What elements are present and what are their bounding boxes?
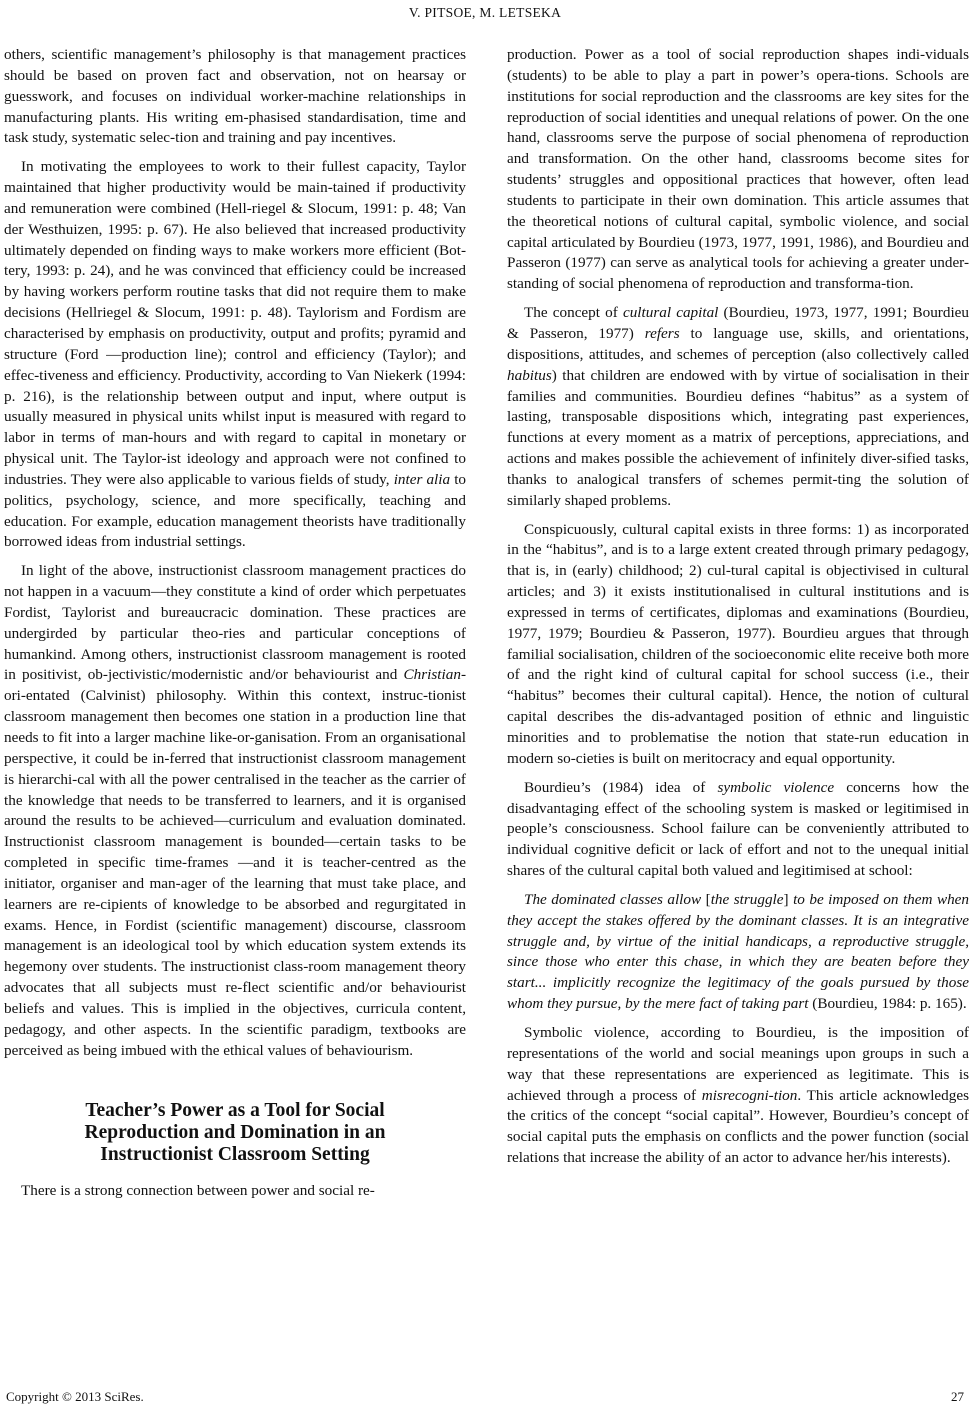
paragraph: Symbolic violence, according to Bourdieu, is the imposition of representations of the world and social meanings upon groups in such a way that these representations are experienced as legitimate. This is achieved through a process of misrecogni-tion. This article acknowledges the critics of the concept “social capital”. However, Bourdieu’s concept of social capital puts the emphasis on conflicts and the power function (social relations that increase the ability of an actor to advance her/his interests).: [507, 1023, 969, 1167]
section-heading: Teacher’s Power as a Tool for Social Reproduction and Domination in an Instructionist Classroom Setting: [84, 1099, 386, 1165]
paragraph: The concept of cultural capital (Bourdieu, 1973, 1977, 1991; Bourdieu & Passeron, 1977) refers to language use, skills, and orientations, dispositions, attitudes, and schemes of perception (also collectively called habitus) that children are endowed with by virtue of socialisation in their families and communities. Bourdieu defines “habitus” as a system of lasting, transposable dispositions which, integrating past experiences, functions at every moment as a matrix of perceptions, appreciations, and actions and makes possible the achievement of infinitely diver-sified tasks, thanks to analogical transfers of schemes permit-ting the solution of similarly shaped problems.: [507, 304, 969, 509]
italic-term: Christian: [403, 666, 461, 684]
paragraph: In light of the above, instructionist classroom management practices do not happen in a vacuum—they constitute a kind of order which perpetuates Fordist, Taylorist and bureaucracic domination. These practices are undergirded by particular theo-ries and particular conceptions of humankind. Among others, instructionist classroom management is rooted in positivist, ob-jectivistic/modernistic and/or behaviourist and Christian-ori-entated (Calvinist) philosophy. Within this context, instruc-tionist classroom management then becomes one station in a production line that needs to fit into a larger machine like-or-ganisation. From an organisational perspective, it could be in-ferred that instructionist classroom management is hierarchi-cal with all the power centralised in the teacher as the carrier of the knowledge that needs to be transferred to learners, and it is organised around the results to be achieved—curriculum and evaluation dominated. Instructionist classroom management is bounded—certain tasks to be completed in specific time-frames —and it is teacher-centred as the initiator, organiser and man-ager of the learning that must take place, and learners are re-cipients of knowledge to be absorbed and regurgitated in exams. Hence, in Fordist (scientific management) discourse, classroom management is an ideological tool by which education system extends its hegemony over students. The instructionist class-room management theory advocates that all subjects must re-flect scientific and/or behaviourist beliefs and values. This is implied in the objectives, curricula content, pedagogy, and other aspects. In the scientific paradigm, textbooks are perceived as being imbued with the ethical values of behaviourism.: [4, 562, 467, 1059]
left-column: [4, 45, 466, 1209]
paragraph: Conspicuously, cultural capital exists in three forms: 1) as incorporated in the “habitus”, and is to a large extent created through primary pedagogy, that is, in (early) childhood; 2) cul-tural capital is objectivised in cultural articles; and 3) it exists institutionalised in cultural institutions and is expressed in terms of certificates, diplomas and examinations (Bourdieu, 1977, 1979; Bourdieu & Passeron, 1977). Bourdieu argues that through familial socialisation, children of the socioeconomic elite receive both more of and the right kind of cultural capital for school success (i.e., their “habitus” becomes their cultural capital). Hence, the notion of cultural capital describes the dis-advantaged position of ethnic and linguistic minorities and to problematise the notion that state-run education in modern so-cieties is built on meritocracy and equal opportunity.: [507, 520, 969, 767]
paragraph: production. Power as a tool of social reproduction shapes indi-viduals (students) to be able to play a part in power’s opera-tions. Schools are institutions for social reproduction and the classrooms are key sites for the reproduction of social identities and unequal relations of power. On the one hand, classrooms serve the purpose of social phenomena of reproduction and transformation. On the other hand, classrooms become sites for students’ struggles and oppositional practices that however, often lead students to participate in their own domination. This article assumes that the theoretical notions of cultural capital, symbolic violence, and social capital articulated by Bourdieu (1973, 1977, 1991, 1986), and Bourdieu and Passeron (1977) can serve as analytical tools for achieving a greater under-standing of social phenomena of reproduction and transforma-tion.: [507, 46, 969, 293]
page-number: 27: [951, 1389, 964, 1404]
right-column: [507, 45, 969, 1177]
paragraph: There is a strong connection between power and social re-: [21, 1181, 375, 1199]
paragraph: others, scientific management’s philosophy is that management practices should be based on proven fact and observation, not on hearsay or guesswork, and focuses on individual worker-machine relationships in manufacturing plants. His writing em-phasised standardisation, time and task study, systematic selec-tion and training and pay incentives.: [4, 46, 466, 147]
italic-term: inter alia: [393, 470, 451, 488]
running-head: V. PITSOE, M. LETSEKA: [408, 5, 562, 20]
paragraph: In motivating the employees to work to their fullest capacity, Taylor maintained that higher productivity would be main-tained if productivity and remuneration were combined (Hell-riegel & Slocum, 1991: p. 48; Van der Westhuizen, 1995: p. 67). He also believed that increased productivity ultimately depended on finding ways to make workers more efficient (Bot-tery, 1993: p. 24), and he was convinced that efficiency could be increased by having workers perform routine tasks that did not require them to make decisions (Hellriegel & Slocum, 1991: p. 48). Taylorism and Fordism are characterised by emphasis on productivity, output and profits; pyramid and structure (Ford —production line); control and efficiency (Taylor); and effec-tiveness and efficiency. Productivity, according to Van Niekerk (1994: p. 216), is the relationship between output and input, where output is usually measured in physical units whilst input is measured with regard to labor in terms of man-hours and with regard to capital in monetary or physical unit. The Taylor-ist ideology and approach were not confined to industries. They were also applicable to various fields of study, inter alia to politics, psychology, science, and more specifically, teaching and education. For example, education management theorists have traditionally borrowed ideas from industrial settings.: [4, 158, 467, 551]
paragraph: Bourdieu’s (1984) idea of symbolic violence concerns how the disadvantaging effect of the schooling system is masked or legitimised in people’s consciousness. School failure can be conveniently attributed to individual cognitive deficit or lack of effort and not to the unequal initial shares of the cultural capital both valued and legitimised at school:: [507, 778, 970, 880]
block-quote: The dominated classes allow [the struggle] to be imposed on them when they accept the stakes offered by the dominant classes. It is an integrative struggle and, by virtue of the initial handicaps, a reproductive struggle, since those who enter this chase, in which they are beaten before they start... implicitly recognize the legitimacy of the goals pursued by those whom they pursue, by the mere fact of taking part (Bourdieu, 1984: p. 165).: [507, 890, 970, 1013]
copyright: Copyright © 2013 SciRes.: [6, 1389, 144, 1404]
